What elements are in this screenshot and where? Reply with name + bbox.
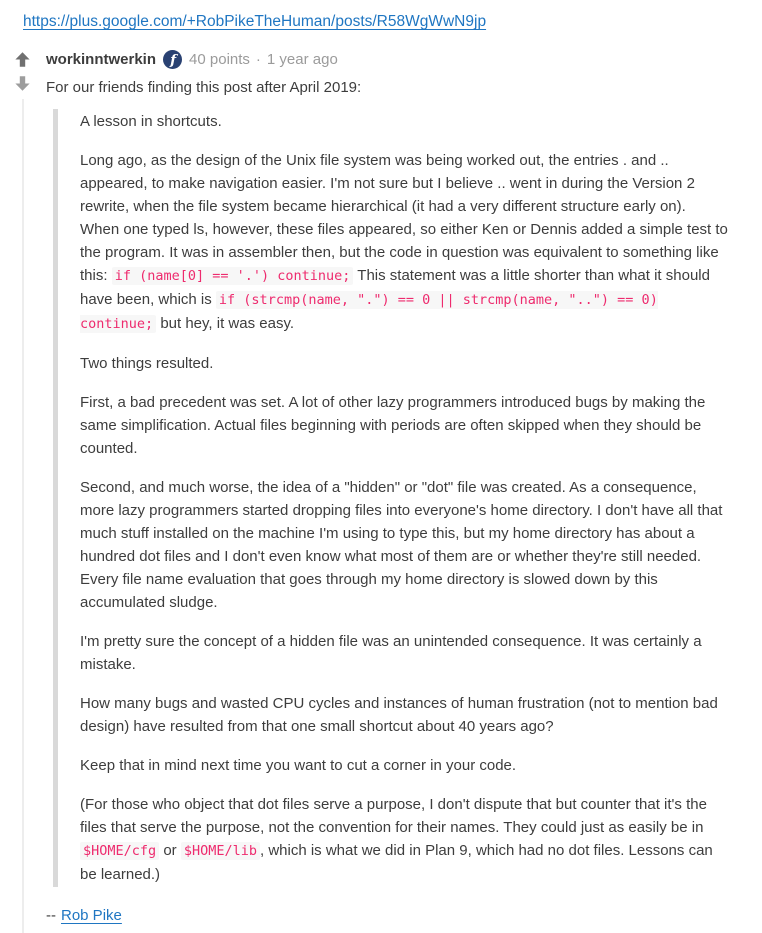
quote-paragraph: I'm pretty sure the concept of a hidden file was an unintended consequence. It was certainly a mistake. (80, 633, 702, 673)
quote-paragraph: Long ago, as the design of the Unix file system was being worked out, the entries . and .. appeared, to make navigation easier. I'm not sure but I believe .. went in during the Version 2 rewrite, when the file system became hierarchical (it had a very different structure early on). When one typed ls, however, these files appeared, so either Ken or Dennis added a simple test to the program. It was in assembler then, but the code in question was equivalent to something like this: if (name[0] == '.') continue; This statement was a little shorter than what it should have been, which is if (strcmp(name, ".") == 0 || strcmp(name, "..") == 0) continue; but hey, it was easy. (80, 152, 728, 332)
comment (0, 49, 762, 927)
inline-code: $HOME/lib (181, 842, 260, 860)
inline-code: if (strcmp(name, ".") == 0 || strcmp(name, "..") == 0) continue; (80, 292, 658, 332)
points-label: 40 points (189, 50, 250, 68)
upvote-button[interactable] (14, 51, 31, 68)
rob-pike-link[interactable]: Rob Pike (61, 907, 122, 924)
up-arrow-icon (14, 51, 31, 68)
signature-dashes: -- (46, 907, 56, 924)
comment-author-link[interactable]: workinntwerkin (46, 50, 157, 68)
age-label: 1 year ago (266, 50, 338, 68)
quote-paragraph: Keep that in mind next time you want to cut a corner in your code. (80, 757, 517, 774)
quote-paragraph: Second, and much worse, the idea of a "hidden" or "dot" file was created. As a consequence, more lazy programmers started dropping files into everyone's home directory. I don't have all that much stuff installed on the machine I'm using to type this, but my home directory has about a hundred dot files and I don't even know what most of them are or whether they're still needed. Every file name evaluation that goes through my home directory is slowed down by this accumulated sludge. (80, 479, 723, 611)
comment-body (0, 76, 762, 927)
comment-collapse-line[interactable] (22, 99, 24, 933)
downvote-button[interactable] (14, 75, 31, 92)
quote-paragraph: Two things resulted. (80, 355, 214, 372)
down-arrow-icon (14, 75, 31, 92)
quote-paragraph: How many bugs and wasted CPU cycles and instances of human frustration (not to mention bad design) have resulted from that one small shortcut about 40 years ago? (80, 695, 718, 735)
comment-meta (189, 51, 338, 68)
quote-paragraph: A lesson in shortcuts. (80, 113, 222, 130)
intro-text: For our friends finding this post after April 2019: (46, 79, 362, 96)
quote-paragraph: (For those who object that dot files serve a purpose, I don't dispute that but counter that it's the files that serve the purpose, not the convention for their names. They could just as easily be in $HOME/cfg or $HOME/lib , which is what we did in Plan 9, which had no dot files. Lessons can be learned.) (80, 796, 713, 883)
inline-code: if (name[0] == '.') continue; (112, 267, 354, 285)
fedora-avatar-icon (163, 50, 182, 69)
svg-text:f: f (170, 51, 177, 68)
story-url-link[interactable]: https://plus.google.com/+RobPikeTheHuman/posts/R58WgWwN9jp (23, 13, 487, 30)
inline-code: $HOME/cfg (80, 842, 159, 860)
quote-paragraph: First, a bad precedent was set. A lot of other lazy programmers introduced bugs by making the same simplification. Actual files beginning with periods are often skipped when they should be counted. (80, 394, 706, 457)
comment-header (46, 49, 762, 69)
meta-separator: · (255, 50, 261, 68)
quote-block (53, 109, 728, 887)
